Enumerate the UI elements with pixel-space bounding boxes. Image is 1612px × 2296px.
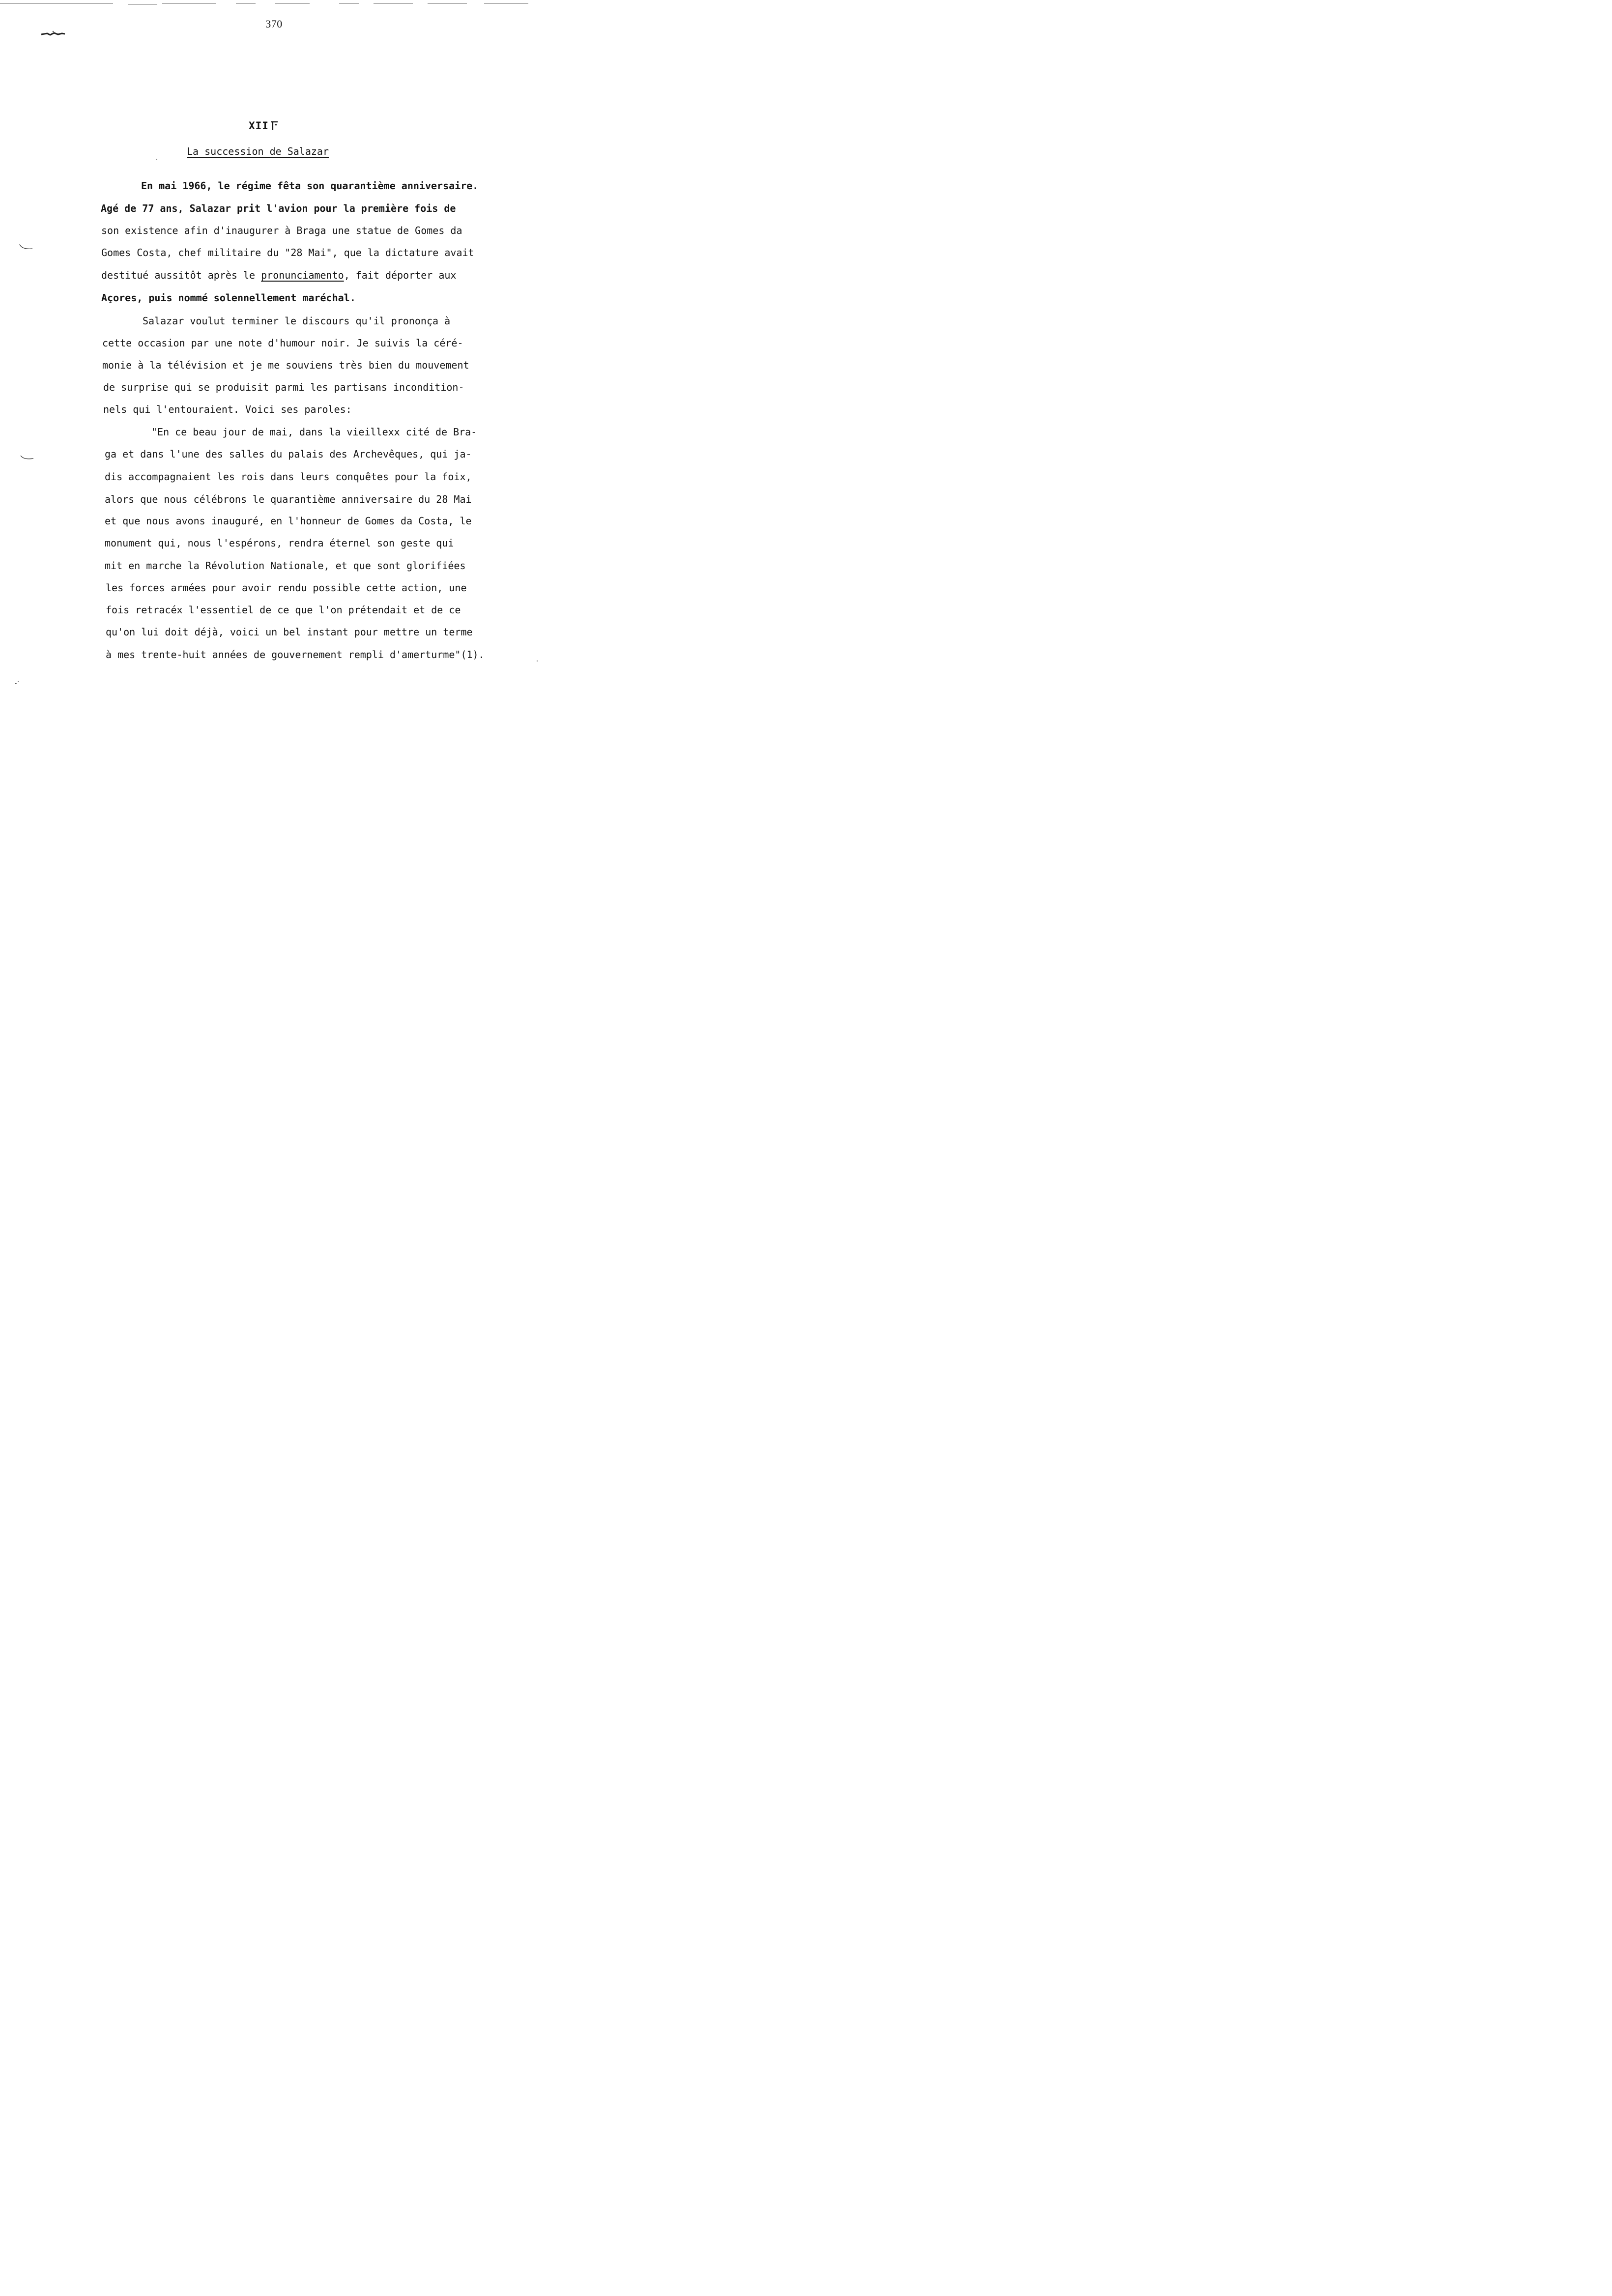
- body-line: destitué aussitôt après le pronunciamento, fait déporter aux: [101, 269, 457, 281]
- chapter-bracket-mark: [270, 120, 279, 131]
- body-line: Agé de 77 ans, Salazar prit l'avion pour la première fois de: [101, 202, 456, 214]
- body-line: "En ce beau jour de mai, dans la vieillexx cité de Bra-: [151, 426, 477, 438]
- margin-bracket-mark: [20, 454, 34, 461]
- body-line: Açores, puis nommé solennellement maréchal.: [101, 292, 356, 304]
- scan-speck: [537, 660, 538, 661]
- body-line: fois retracéx l'essentiel de ce que l'on prétendait et de ce: [106, 604, 461, 616]
- scan-speck: [15, 683, 17, 684]
- scan-speck: [18, 681, 19, 682]
- body-line: de surprise qui se produisit parmi les partisans incondition-: [103, 381, 464, 393]
- body-line: monument qui, nous l'espérons, rendra éternel son geste qui: [105, 537, 454, 549]
- body-line: ga et dans l'une des salles du palais des Archevêques, qui ja-: [105, 448, 472, 460]
- body-line: dis accompagnaient les rois dans leurs conquêtes pour la foix,: [105, 471, 472, 483]
- body-line: les forces armées pour avoir rendu possible cette action, une: [106, 582, 467, 594]
- body-line: mit en marche la Révolution Nationale, et que sont glorifiées: [105, 560, 466, 572]
- body-line: monie à la télévision et je me souviens très bien du mouvement: [102, 359, 469, 371]
- body-line: qu'on lui doit déjà, voici un bel instant pour mettre un terme: [106, 626, 473, 638]
- chapter-number: XII: [249, 120, 279, 132]
- body-line: et que nous avons inauguré, en l'honneur de Gomes da Costa, le: [105, 515, 472, 527]
- body-line: son existence afin d'inaugurer à Braga une statue de Gomes da: [101, 225, 462, 236]
- body-line: En mai 1966, le régime fêta son quarantième anniversaire.: [141, 180, 479, 192]
- scan-speck: [156, 159, 157, 160]
- body-line: cette occasion par une note d'humour noir. Je suivis la céré-: [102, 337, 463, 349]
- body-line: alors que nous célébrons le quarantième anniversaire du 28 Mai: [105, 493, 472, 505]
- body-line: Gomes Costa, chef militaire du "28 Mai", que la dictature avait: [101, 247, 474, 258]
- ink-smudge-mark: [40, 30, 66, 37]
- page-number: 370: [265, 18, 283, 30]
- margin-bracket-mark: [19, 244, 33, 251]
- body-line: à mes trente-huit années de gouvernement rempli d'amerturme"(1).: [106, 649, 485, 660]
- body-line: nels qui l'entouraient. Voici ses paroles:: [103, 403, 352, 415]
- underlined-term: pronunciamento: [261, 269, 344, 281]
- body-line: Salazar voulut terminer le discours qu'il prononça à: [143, 315, 451, 327]
- chapter-title: La succession de Salazar: [187, 145, 329, 157]
